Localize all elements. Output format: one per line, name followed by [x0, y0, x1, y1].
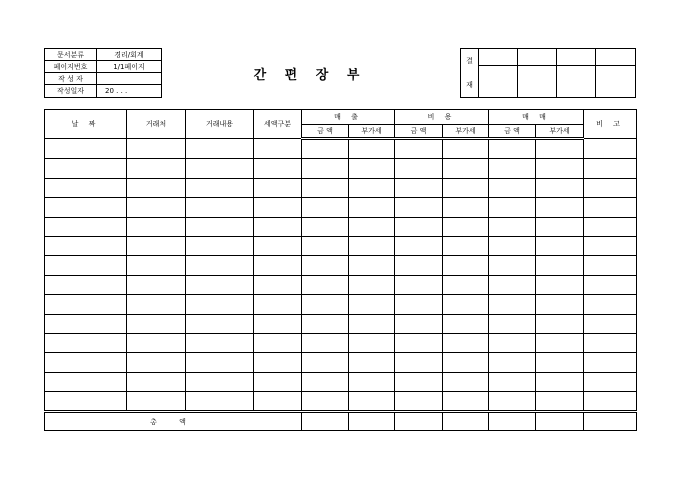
cell-description[interactable]	[186, 295, 254, 314]
cell-tax-type[interactable]	[254, 198, 302, 217]
header-trade: 매 매	[489, 110, 584, 125]
cell-remarks[interactable]	[584, 392, 637, 412]
cell-expense-amount[interactable]	[395, 314, 443, 333]
cell-expense-amount[interactable]	[395, 217, 443, 236]
cell-expense-vat[interactable]	[443, 392, 489, 412]
total-trade-vat[interactable]	[536, 412, 584, 431]
cell-date[interactable]	[45, 217, 127, 236]
cell-date[interactable]	[45, 314, 127, 333]
cell-vendor[interactable]	[127, 159, 186, 178]
cell-tax-type[interactable]	[254, 295, 302, 314]
cell-sales-amount[interactable]	[302, 275, 349, 294]
header-remarks: 비 고	[584, 110, 637, 139]
cell-trade-vat[interactable]	[536, 392, 584, 412]
approval-sign-cell[interactable]	[557, 66, 596, 97]
approval-box	[460, 48, 636, 98]
table-row	[45, 236, 637, 255]
cell-expense-amount[interactable]	[395, 236, 443, 255]
header-expense: 비 용	[395, 110, 489, 125]
cell-sales-amount[interactable]	[302, 295, 349, 314]
approval-sign-cell[interactable]	[518, 66, 557, 97]
approval-header-cell[interactable]	[596, 49, 635, 66]
cell-tax-type[interactable]	[254, 314, 302, 333]
cell-vendor[interactable]	[127, 178, 186, 197]
total-label: 총 액	[45, 412, 302, 431]
cell-remarks[interactable]	[584, 178, 637, 197]
cell-date[interactable]	[45, 372, 127, 391]
cell-trade-amount[interactable]	[489, 198, 536, 217]
cell-trade-amount[interactable]	[489, 314, 536, 333]
cell-expense-vat[interactable]	[443, 333, 489, 352]
cell-description[interactable]	[186, 372, 254, 391]
cell-vendor[interactable]	[127, 236, 186, 255]
cell-date[interactable]	[45, 256, 127, 275]
cell-trade-vat[interactable]	[536, 198, 584, 217]
cell-vendor[interactable]	[127, 372, 186, 391]
cell-sales-vat[interactable]	[349, 159, 395, 178]
cell-trade-amount[interactable]	[489, 372, 536, 391]
cell-description[interactable]	[186, 198, 254, 217]
cell-description[interactable]	[186, 333, 254, 352]
table-row	[45, 314, 637, 333]
cell-tax-type[interactable]	[254, 333, 302, 352]
total-remarks[interactable]	[584, 412, 637, 431]
cell-sales-vat[interactable]	[349, 236, 395, 255]
cell-remarks[interactable]	[584, 159, 637, 178]
cell-sales-amount[interactable]	[302, 333, 349, 352]
total-expense-vat[interactable]	[443, 412, 489, 431]
cell-trade-amount[interactable]	[489, 217, 536, 236]
table-row	[45, 256, 637, 275]
cell-expense-amount[interactable]	[395, 198, 443, 217]
cell-trade-vat[interactable]	[536, 236, 584, 255]
cell-trade-vat[interactable]	[536, 139, 584, 159]
cell-vendor[interactable]	[127, 333, 186, 352]
cell-tax-type[interactable]	[254, 392, 302, 412]
cell-trade-amount[interactable]	[489, 159, 536, 178]
cell-expense-amount[interactable]	[395, 372, 443, 391]
cell-date[interactable]	[45, 295, 127, 314]
info-label-category: 문서분류	[45, 49, 97, 61]
cell-trade-vat[interactable]	[536, 333, 584, 352]
cell-expense-vat[interactable]	[443, 372, 489, 391]
cell-sales-vat[interactable]	[349, 275, 395, 294]
ledger-body	[45, 139, 637, 412]
cell-expense-amount[interactable]	[395, 353, 443, 372]
cell-sales-amount[interactable]	[302, 372, 349, 391]
cell-remarks[interactable]	[584, 256, 637, 275]
cell-date[interactable]	[45, 178, 127, 197]
cell-date[interactable]	[45, 198, 127, 217]
cell-sales-amount[interactable]	[302, 236, 349, 255]
ledger-table	[44, 109, 637, 431]
cell-expense-amount[interactable]	[395, 275, 443, 294]
approval-header-cell[interactable]	[557, 49, 596, 66]
cell-trade-vat[interactable]	[536, 275, 584, 294]
cell-trade-vat[interactable]	[536, 353, 584, 372]
info-label-author: 작 성 자	[45, 73, 97, 85]
cell-vendor[interactable]	[127, 314, 186, 333]
cell-trade-vat[interactable]	[536, 256, 584, 275]
cell-description[interactable]	[186, 392, 254, 412]
table-row	[45, 333, 637, 352]
subheader-trade-vat: 부가세	[536, 125, 584, 139]
cell-expense-amount[interactable]	[395, 392, 443, 412]
cell-remarks[interactable]	[584, 353, 637, 372]
header-sales: 매 출	[302, 110, 395, 125]
cell-expense-vat[interactable]	[443, 178, 489, 197]
cell-description[interactable]	[186, 314, 254, 333]
approval-header-cell[interactable]	[479, 49, 518, 66]
cell-expense-vat[interactable]	[443, 139, 489, 159]
cell-date[interactable]	[45, 159, 127, 178]
total-row	[45, 412, 637, 431]
cell-sales-amount[interactable]	[302, 217, 349, 236]
table-row	[45, 372, 637, 391]
approval-label	[461, 49, 479, 97]
cell-trade-vat[interactable]	[536, 295, 584, 314]
cell-description[interactable]	[186, 159, 254, 178]
cell-remarks[interactable]	[584, 295, 637, 314]
info-value-date[interactable]: 20 . . .	[105, 87, 128, 95]
info-value-category[interactable]: 경리/회계	[97, 49, 161, 61]
table-row	[45, 392, 637, 412]
cell-date[interactable]	[45, 139, 127, 159]
cell-remarks[interactable]	[584, 198, 637, 217]
table-row	[45, 198, 637, 217]
cell-tax-type[interactable]	[254, 159, 302, 178]
subheader-sales-vat: 부가세	[349, 125, 395, 139]
cell-tax-type[interactable]	[254, 353, 302, 372]
cell-description[interactable]	[186, 139, 254, 159]
cell-sales-vat[interactable]	[349, 295, 395, 314]
cell-trade-vat[interactable]	[536, 178, 584, 197]
cell-sales-vat[interactable]	[349, 256, 395, 275]
info-label-page: 페이지번호	[45, 61, 97, 73]
cell-remarks[interactable]	[584, 275, 637, 294]
approval-header-cell[interactable]	[518, 49, 557, 66]
header-vendor: 거래처	[127, 110, 186, 139]
cell-expense-vat[interactable]	[443, 236, 489, 255]
cell-expense-amount[interactable]	[395, 256, 443, 275]
cell-sales-amount[interactable]	[302, 353, 349, 372]
cell-description[interactable]	[186, 275, 254, 294]
cell-expense-vat[interactable]	[443, 314, 489, 333]
cell-sales-amount[interactable]	[302, 314, 349, 333]
cell-expense-amount[interactable]	[395, 295, 443, 314]
cell-expense-vat[interactable]	[443, 295, 489, 314]
cell-sales-vat[interactable]	[349, 333, 395, 352]
cell-description[interactable]	[186, 256, 254, 275]
cell-sales-vat[interactable]	[349, 139, 395, 159]
cell-date[interactable]	[45, 236, 127, 255]
cell-date[interactable]	[45, 392, 127, 412]
table-row	[45, 178, 637, 197]
cell-tax-type[interactable]	[254, 139, 302, 159]
cell-sales-vat[interactable]	[349, 178, 395, 197]
info-value-author[interactable]	[97, 73, 161, 85]
cell-expense-vat[interactable]	[443, 275, 489, 294]
cell-vendor[interactable]	[127, 353, 186, 372]
cell-trade-amount[interactable]	[489, 295, 536, 314]
table-row	[45, 139, 637, 159]
cell-vendor[interactable]	[127, 275, 186, 294]
cell-remarks[interactable]	[584, 333, 637, 352]
table-row	[45, 275, 637, 294]
cell-trade-vat[interactable]	[536, 159, 584, 178]
cell-tax-type[interactable]	[254, 236, 302, 255]
table-row	[45, 295, 637, 314]
cell-trade-amount[interactable]	[489, 256, 536, 275]
cell-expense-vat[interactable]	[443, 159, 489, 178]
info-value-page[interactable]: 1/1페이지	[97, 61, 161, 73]
table-row	[45, 353, 637, 372]
subheader-expense-amount: 금 액	[395, 125, 443, 139]
cell-remarks[interactable]	[584, 314, 637, 333]
cell-sales-vat[interactable]	[349, 217, 395, 236]
cell-tax-type[interactable]	[254, 217, 302, 236]
subheader-sales-amount: 금 액	[302, 125, 349, 139]
subheader-expense-vat: 부가세	[443, 125, 489, 139]
cell-sales-vat[interactable]	[349, 353, 395, 372]
total-sales-vat[interactable]	[349, 412, 395, 431]
approval-sign-cell[interactable]	[596, 66, 635, 97]
header-tax-type: 세액구분	[254, 110, 302, 139]
info-label-date: 작성일자	[45, 85, 97, 97]
total-trade-amount[interactable]	[489, 412, 536, 431]
cell-trade-amount[interactable]	[489, 178, 536, 197]
cell-expense-vat[interactable]	[443, 217, 489, 236]
approval-sign-cell[interactable]	[479, 66, 518, 97]
cell-expense-amount[interactable]	[395, 178, 443, 197]
subheader-trade-amount: 금 액	[489, 125, 536, 139]
cell-tax-type[interactable]	[254, 178, 302, 197]
cell-sales-amount[interactable]	[302, 198, 349, 217]
page-title: 간 편 장 부	[253, 68, 367, 83]
cell-trade-amount[interactable]	[489, 333, 536, 352]
cell-trade-amount[interactable]	[489, 275, 536, 294]
cell-description[interactable]	[186, 236, 254, 255]
cell-sales-amount[interactable]	[302, 178, 349, 197]
cell-trade-vat[interactable]	[536, 372, 584, 391]
cell-expense-vat[interactable]	[443, 353, 489, 372]
table-row	[45, 159, 637, 178]
cell-sales-amount[interactable]	[302, 159, 349, 178]
cell-date[interactable]	[45, 333, 127, 352]
cell-expense-amount[interactable]	[395, 333, 443, 352]
cell-vendor[interactable]	[127, 256, 186, 275]
table-row	[45, 217, 637, 236]
cell-description[interactable]	[186, 178, 254, 197]
header-date: 날 짜	[45, 110, 127, 139]
cell-sales-vat[interactable]	[349, 198, 395, 217]
cell-expense-amount[interactable]	[395, 139, 443, 159]
cell-remarks[interactable]	[584, 372, 637, 391]
approval-label-top: 결	[466, 57, 473, 65]
cell-tax-type[interactable]	[254, 256, 302, 275]
header-description: 거래내용	[186, 110, 254, 139]
cell-expense-amount[interactable]	[395, 159, 443, 178]
cell-tax-type[interactable]	[254, 275, 302, 294]
cell-trade-vat[interactable]	[536, 314, 584, 333]
approval-label-bottom: 재	[466, 81, 473, 89]
cell-trade-amount[interactable]	[489, 236, 536, 255]
cell-expense-vat[interactable]	[443, 198, 489, 217]
cell-remarks[interactable]	[584, 139, 637, 159]
cell-remarks[interactable]	[584, 217, 637, 236]
cell-trade-amount[interactable]	[489, 392, 536, 412]
cell-vendor[interactable]	[127, 392, 186, 412]
cell-tax-type[interactable]	[254, 372, 302, 391]
cell-trade-amount[interactable]	[489, 139, 536, 159]
cell-description[interactable]	[186, 217, 254, 236]
cell-expense-vat[interactable]	[443, 256, 489, 275]
cell-date[interactable]	[45, 275, 127, 294]
cell-remarks[interactable]	[584, 236, 637, 255]
cell-trade-vat[interactable]	[536, 217, 584, 236]
cell-sales-amount[interactable]	[302, 256, 349, 275]
cell-sales-amount[interactable]	[302, 139, 349, 159]
total-sales-amount[interactable]	[302, 412, 349, 431]
cell-sales-vat[interactable]	[349, 314, 395, 333]
cell-vendor[interactable]	[127, 198, 186, 217]
cell-vendor[interactable]	[127, 217, 186, 236]
cell-trade-amount[interactable]	[489, 353, 536, 372]
cell-vendor[interactable]	[127, 139, 186, 159]
cell-date[interactable]	[45, 353, 127, 372]
cell-sales-vat[interactable]	[349, 392, 395, 412]
cell-sales-amount[interactable]	[302, 392, 349, 412]
document-info-table	[44, 48, 162, 98]
total-expense-amount[interactable]	[395, 412, 443, 431]
cell-vendor[interactable]	[127, 295, 186, 314]
cell-sales-vat[interactable]	[349, 372, 395, 391]
cell-description[interactable]	[186, 353, 254, 372]
